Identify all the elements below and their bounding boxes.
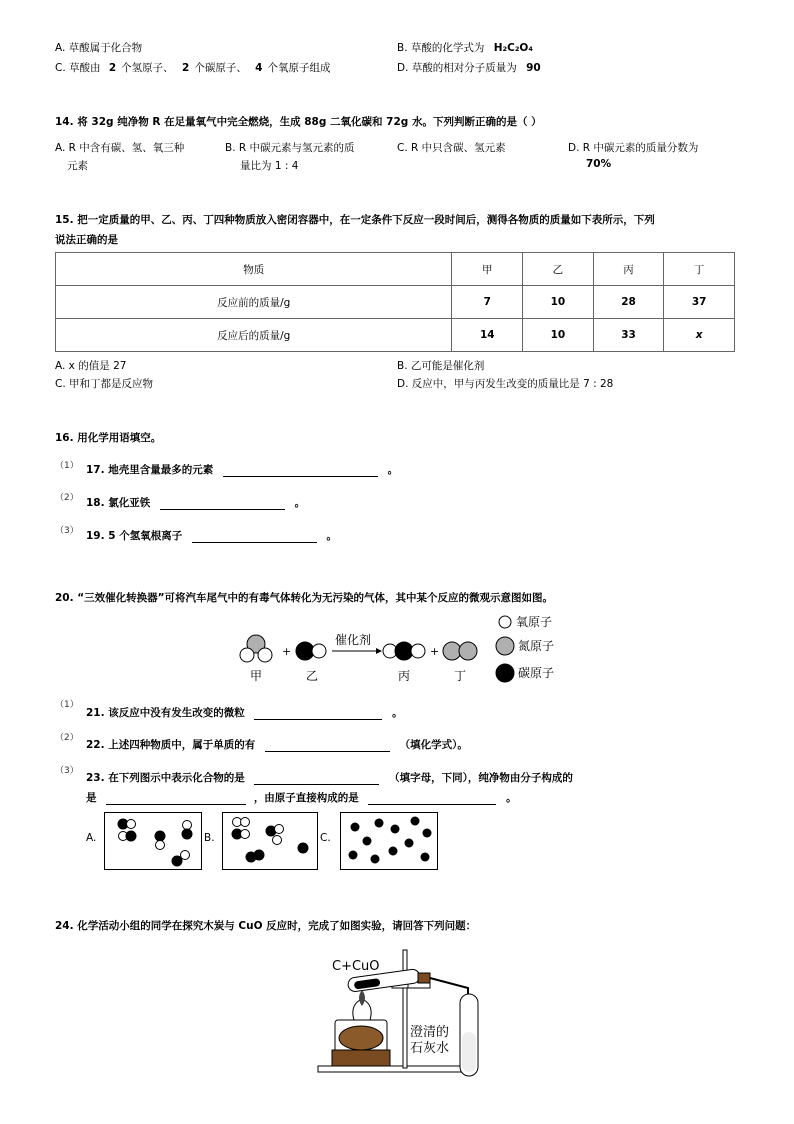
carbon-atom [423,829,432,838]
oxygen-atom [275,825,284,834]
q15-stem-line2: 说法正确的是 [55,234,118,246]
q23-line2-end: 。 [506,792,517,804]
label-limewater-2: 石灰水 [410,1041,450,1056]
label-ding: 丁 [454,669,467,683]
label-limewater-1: 澄清的 [410,1025,450,1040]
legend-nitrogen: 氮原子 [518,639,555,653]
carbon-atom [391,825,400,834]
q18-answer-blank[interactable] [160,509,285,510]
label-c-cuo: C+CuO [332,959,380,974]
q14-option-a: A. R 中含有碳、氢、氧三种 [55,142,185,154]
q21-answer-blank[interactable] [254,719,382,720]
carbon-atom [126,831,136,841]
limewater [462,1032,476,1072]
table-cell: 10 [523,286,594,319]
q13-c-pre: C. 草酸由 [55,62,101,74]
q22-text: 22. 上述四种物质中，属于单质的有 [86,739,256,751]
oxygen-atom [241,818,250,827]
carbon-atom [421,853,430,862]
oxygen-atom [183,821,192,830]
q23-answer-blank-3[interactable] [368,804,496,805]
box-c [340,812,438,870]
q17-answer-blank[interactable] [223,476,378,477]
legend-carbon-icon [496,664,514,682]
q20-reaction-diagram [230,608,570,690]
carbon-atom [296,642,314,660]
q14-option-c: C. R 中只含碳、氢元素 [397,142,506,154]
oxygen-atom [181,851,190,860]
q14-option-b: B. R 中碳元素与氢元素的质 [225,142,355,154]
q14-stem: 14. 将 32g 纯净物 R 在足量氧气中完全燃烧，生成 88g 二氧化碳和 72g 水。下列判断正确的是（ ） [55,116,542,128]
q14-option-d-cont: 70% [586,158,612,170]
q20-stem: 20. “三效催化转换器”可将汽车尾气中的有毒气体转化为无污染的气体，其中某个反应的微观示意图如图。 [55,592,554,604]
box-a-label: A. [86,832,97,844]
box-b [222,812,318,870]
q22-line [86,737,468,752]
alcohol-lamp [339,1026,383,1050]
q19-line [86,528,337,543]
stand-rod [403,950,407,1068]
q23-line2-pre: 是 [86,792,97,804]
q21-text: 21. 该反应中没有发生改变的微粒 [86,707,245,719]
box-b-label: B. [204,832,215,844]
oxygen-atom [411,644,425,658]
q13-c-t2: 个碳原子、 [194,62,247,74]
nitrogen-atom [443,642,461,660]
q14-option-a-cont: 元素 [67,160,88,172]
table-header: 丁 [664,253,735,286]
q16-stem: 16. 用化学用语填空。 [55,432,162,444]
table-cell: 37 [664,286,735,319]
q17-end: 。 [387,464,399,476]
q15-option-d: D. 反应中，甲与丙发生改变的质量比是 7 : 28 [397,378,614,390]
table-header: 乙 [523,253,594,286]
table-cell: x [664,319,735,352]
q23-line2 [86,790,517,805]
q15-option-a: A. x 的值是 27 [55,360,127,372]
q20-marker-1: （1） [55,700,79,710]
q17-line [86,462,398,477]
box-c-label: C. [320,832,331,844]
carbon-atom [298,843,308,853]
q13-c-t3: 个氧原子组成 [267,62,331,74]
oxygen-atom [258,648,272,662]
q13-c-n3: 4 [255,62,263,74]
q18-end: 。 [294,497,306,509]
table-cell: 28 [593,286,664,319]
legend-nitrogen-icon [496,637,514,655]
q16-marker-2: （2） [55,493,79,503]
catalyst-label: 催化剂 [335,633,372,647]
oxygen-atom [273,836,282,845]
table-cell: 反应前的质量/g [56,286,452,319]
plus-sign: + [430,645,440,658]
carbon-atom [395,642,413,660]
carbon-atom [389,847,398,856]
q13-c-n1: 2 [108,62,117,74]
stand-base [318,1066,468,1072]
oxygen-atom [156,841,165,850]
table-header: 物质 [56,253,452,286]
q17-text: 17. 地壳里含量最多的元素 [86,464,214,476]
table-cell: 33 [593,319,664,352]
q20-marker-2: （2） [55,733,79,743]
lamp-base [332,1050,390,1066]
q13-option-a: A. 草酸属于化合物 [55,42,143,54]
q23-text: 23. 在下列图示中表示化合物的是 [86,772,245,784]
carbon-atom [375,819,384,828]
table-row [56,286,735,319]
label-jia: 甲 [250,669,263,683]
q15-table [55,252,735,352]
q14-option-b-cont: 量比为 1 : 4 [240,160,299,172]
carbon-atom [363,837,372,846]
q13-option-b [397,40,533,55]
q23-answer-blank-1[interactable] [254,784,379,785]
q15-option-b: B. 乙可能是催化剂 [397,360,485,372]
oxygen-atom [312,644,326,658]
oxygen-atom [127,820,136,829]
arrow-head [376,648,382,654]
q19-text: 19. 5 个氢氧根离子 [86,530,183,542]
q23-answer-blank-2[interactable] [106,804,246,805]
q22-answer-blank[interactable] [265,751,390,752]
carbon-atom [172,856,182,866]
oxygen-atom [241,830,250,839]
table-header: 甲 [452,253,523,286]
q22-end: （填化学式）。 [399,739,468,751]
legend-carbon: 碳原子 [518,666,555,680]
q14-option-d: D. R 中碳元素的质量分数为 [568,142,699,154]
q19-end: 。 [326,530,338,542]
table-cell: 反应后的质量/g [56,319,452,352]
label-yi: 乙 [306,669,319,683]
box-a [104,812,202,870]
legend-oxygen-icon [499,616,511,628]
q23-line2-mid: ，由原子直接构成的是 [253,792,359,804]
q13-d-text: D. 草酸的相对分子质量为 [397,62,517,74]
q15-option-c: C. 甲和丁都是反应物 [55,378,154,390]
carbon-atom [155,831,165,841]
q23-end: （填字母，下同），纯净物由分子构成的 [389,772,573,784]
q20-marker-3: （3） [55,766,79,776]
carbon-atom [254,850,264,860]
q19-answer-blank[interactable] [192,542,317,543]
stopper [418,973,430,983]
carbon-atom [405,839,414,848]
q21-end: 。 [392,707,403,719]
q24-stem: 24. 化学活动小组的同学在探究木炭与 CuO 反应时，完成了如图实验，请回答下列问题： [55,920,477,932]
q21-line [86,705,403,720]
table-cell: 10 [523,319,594,352]
carbon-atom [411,817,420,826]
table-row [56,319,735,352]
q16-marker-3: （3） [55,526,79,536]
carbon-atom [349,851,358,860]
carbon-atom [351,823,360,832]
table-header-row [56,253,735,286]
legend-oxygen: 氧原子 [516,615,553,629]
q18-line [86,495,305,510]
table-cell: 14 [452,319,523,352]
q13-c-n2: 2 [182,62,190,74]
q16-marker-1: （1） [55,461,79,471]
oxygen-atom [240,648,254,662]
q18-text: 18. 氯化亚铁 [86,497,151,509]
q13-option-c [55,60,330,75]
label-bing: 丙 [398,669,411,683]
plus-sign: + [282,645,292,658]
table-cell: 7 [452,286,523,319]
q13-option-d [397,60,541,75]
table-header: 丙 [593,253,664,286]
q15-stem-line1: 15. 把一定质量的甲、乙、丙、丁四种物质放入密闭容器中，在一定条件下反应一段时间后，测得各物质的质量如下表所示，下列 [55,214,655,226]
q13-c-t1: 个氢原子、 [121,62,174,74]
q23-line1 [86,770,573,785]
carbon-atom [182,829,192,839]
nitrogen-atom [459,642,477,660]
q13-option-b-text: B. 草酸的化学式为 [397,42,485,54]
q13-formula: H₂C₂O₄ [493,42,533,54]
q24-apparatus-diagram [310,940,500,1082]
q13-d-num: 90 [526,62,541,74]
carbon-atom [371,855,380,864]
